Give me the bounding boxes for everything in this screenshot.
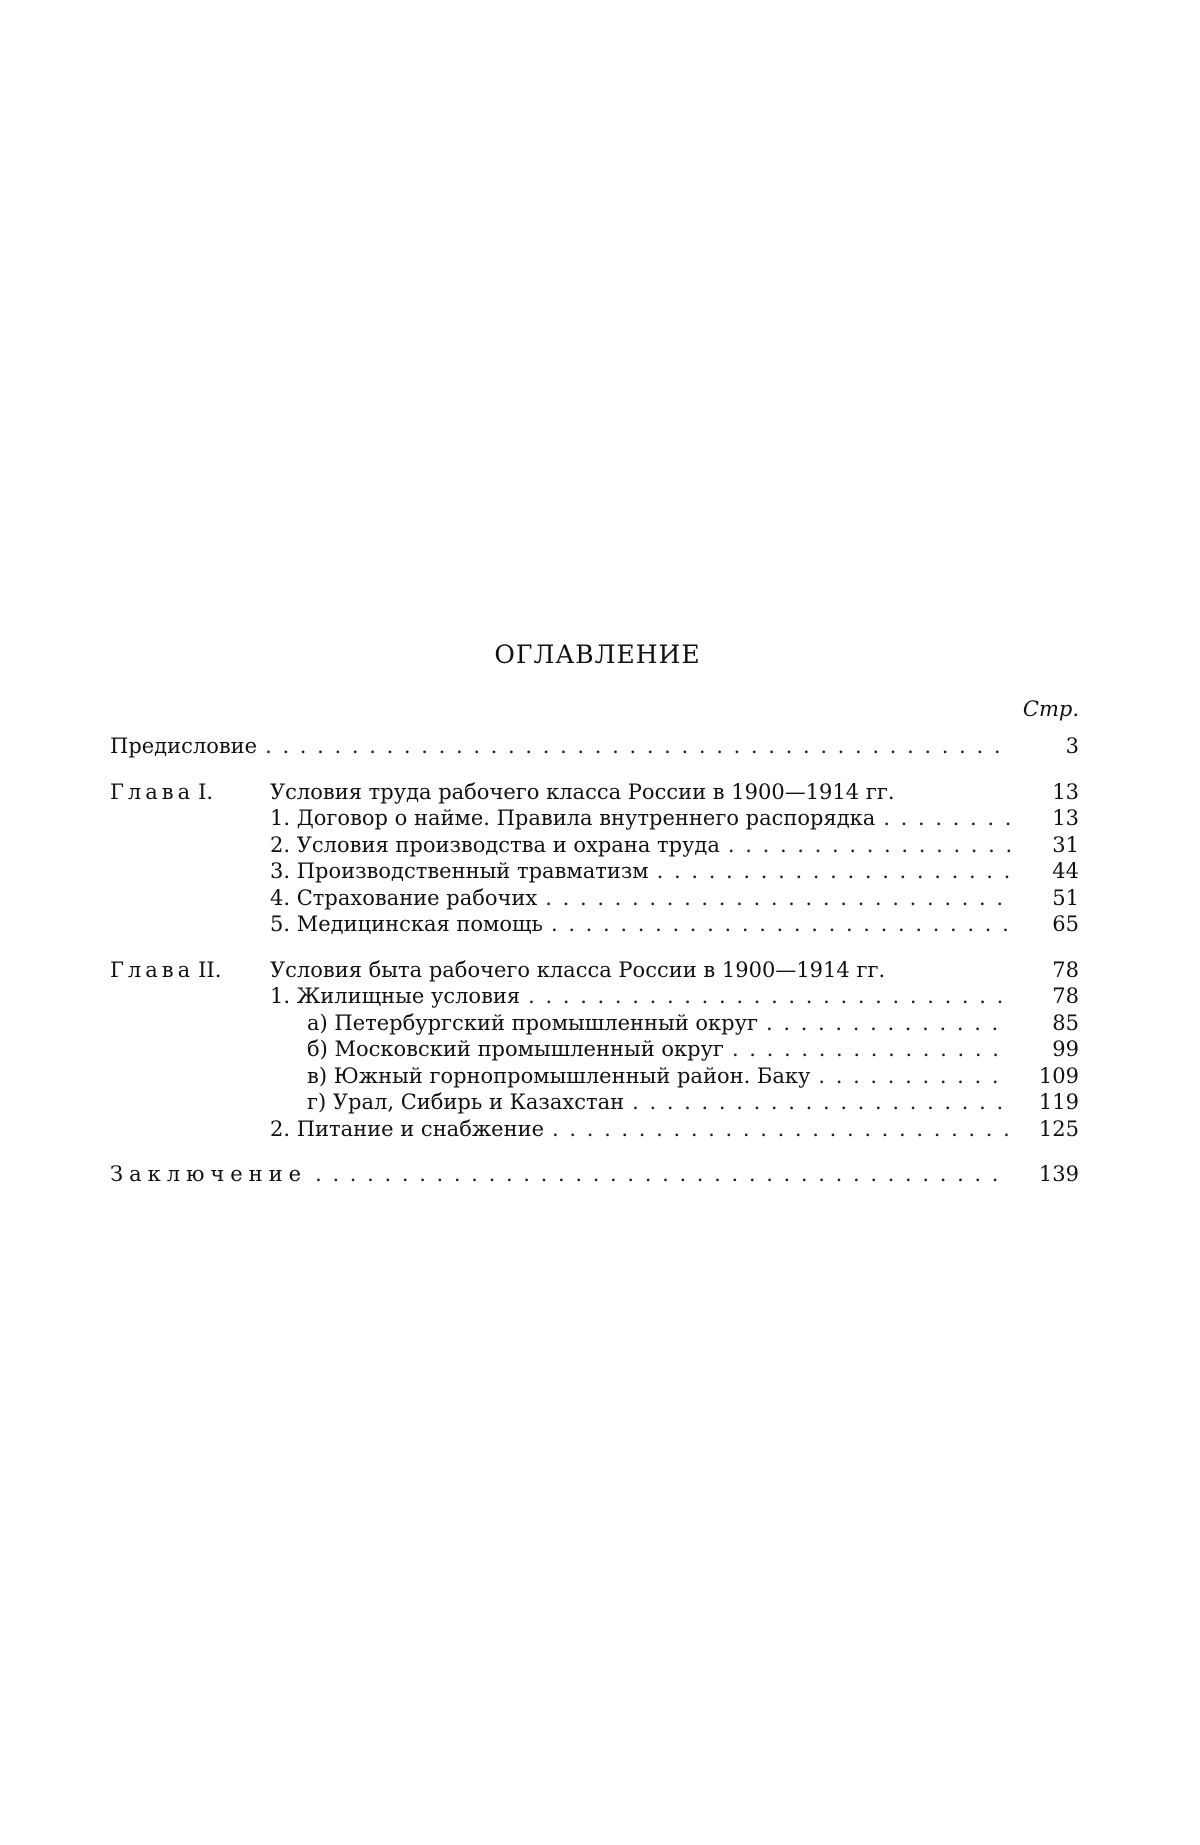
- toc-entry-label: г) Урал, Сибирь и Казахстан: [307, 1090, 625, 1114]
- toc-page-number: 99: [1052, 1037, 1079, 1061]
- chapter-number: II.: [198, 957, 222, 982]
- dot-leader: [883, 805, 1011, 832]
- toc-page-number: 13: [1052, 779, 1079, 804]
- dot-leader: [657, 858, 1011, 885]
- toc-entry-subsection[interactable]: [110, 1010, 1085, 1037]
- toc-page-number: 109: [1038, 1063, 1079, 1088]
- dot-leader: [315, 1161, 1011, 1188]
- toc-entry-label: а) Петербургский промышленный округ: [307, 1010, 758, 1035]
- toc-page-number: 119: [1038, 1090, 1079, 1114]
- toc-entry-chapter-1[interactable]: [110, 779, 1085, 806]
- toc-entry-subsection[interactable]: [110, 1089, 1085, 1116]
- dot-leader: [728, 832, 1011, 859]
- dot-leader: [551, 911, 1011, 938]
- toc-page-number: 85: [1052, 1010, 1079, 1035]
- dot-leader: [818, 1063, 1011, 1090]
- toc-entry-label: 5. Медицинская помощь: [270, 912, 543, 936]
- toc-entry-label: Заключение: [110, 1162, 308, 1186]
- dot-leader: [632, 1089, 1011, 1116]
- table-of-contents: [110, 640, 1085, 1188]
- toc-page-number: 78: [1052, 984, 1079, 1008]
- dot-leader: [552, 1116, 1011, 1143]
- toc-entry-chapter-2[interactable]: [110, 957, 1085, 984]
- chapter-prefix: Глава I.: [110, 779, 214, 804]
- page-column-label: Стр.: [1022, 697, 1079, 721]
- toc-entry-section[interactable]: [110, 885, 1085, 912]
- toc-page-number: 13: [1052, 806, 1079, 830]
- toc-entry-section[interactable]: [110, 1116, 1085, 1143]
- chapter-prefix: Глава II.: [110, 957, 222, 982]
- toc-entry-subsection[interactable]: [110, 1063, 1085, 1090]
- toc-page-number: 125: [1038, 1116, 1079, 1141]
- dot-leader: [528, 983, 1011, 1010]
- chapter-number: I.: [198, 779, 214, 804]
- toc-entry-label: 4. Страхование рабочих: [270, 885, 538, 910]
- toc-page-number: 51: [1052, 885, 1079, 910]
- toc-entry-section[interactable]: [110, 805, 1085, 832]
- toc-entry-section[interactable]: [110, 983, 1085, 1010]
- toc-entry-label: 1. Жилищные условия: [270, 984, 521, 1008]
- toc-entry-subsection[interactable]: [110, 1036, 1085, 1063]
- toc-entry-label: б) Московский промышленный округ: [307, 1037, 724, 1061]
- toc-entry-section[interactable]: [110, 911, 1085, 938]
- toc-entry-label: 2. Условия производства и охрана труда: [270, 832, 720, 857]
- page-title: ОГЛАВЛЕНИЕ: [494, 640, 701, 669]
- toc-page-number: 78: [1052, 957, 1079, 982]
- toc-entry-preface[interactable]: [110, 733, 1085, 760]
- dot-leader: [766, 1010, 1011, 1037]
- toc-entry-label: Условия быта рабочего класса России в 1900—1914 гг.: [270, 957, 886, 982]
- toc-page-number: 139: [1038, 1162, 1079, 1186]
- toc-entry-label: Условия труда рабочего класса России в 1900—1914 гг.: [270, 779, 895, 804]
- toc-entry-conclusion[interactable]: [110, 1161, 1085, 1188]
- toc-page-number: 3: [1065, 734, 1079, 758]
- toc-entry-section[interactable]: [110, 832, 1085, 859]
- toc-entry-label: 3. Производственный травматизм: [270, 859, 649, 883]
- toc-entry-label: 1. Договор о найме. Правила внутреннего распорядка: [270, 806, 876, 830]
- dot-leader: [545, 885, 1011, 912]
- toc-page-number: 44: [1052, 859, 1079, 883]
- toc-entry-label: 2. Питание и снабжение: [270, 1116, 545, 1141]
- toc-page-number: 65: [1052, 912, 1079, 936]
- toc-entry-label: Предисловие: [110, 734, 258, 758]
- toc-entry-label: в) Южный горнопромышленный район. Баку: [307, 1063, 811, 1088]
- dot-leader: [732, 1036, 1011, 1063]
- toc-page-number: 31: [1052, 832, 1079, 857]
- dot-leader: [265, 733, 1011, 760]
- toc-entry-section[interactable]: [110, 858, 1085, 885]
